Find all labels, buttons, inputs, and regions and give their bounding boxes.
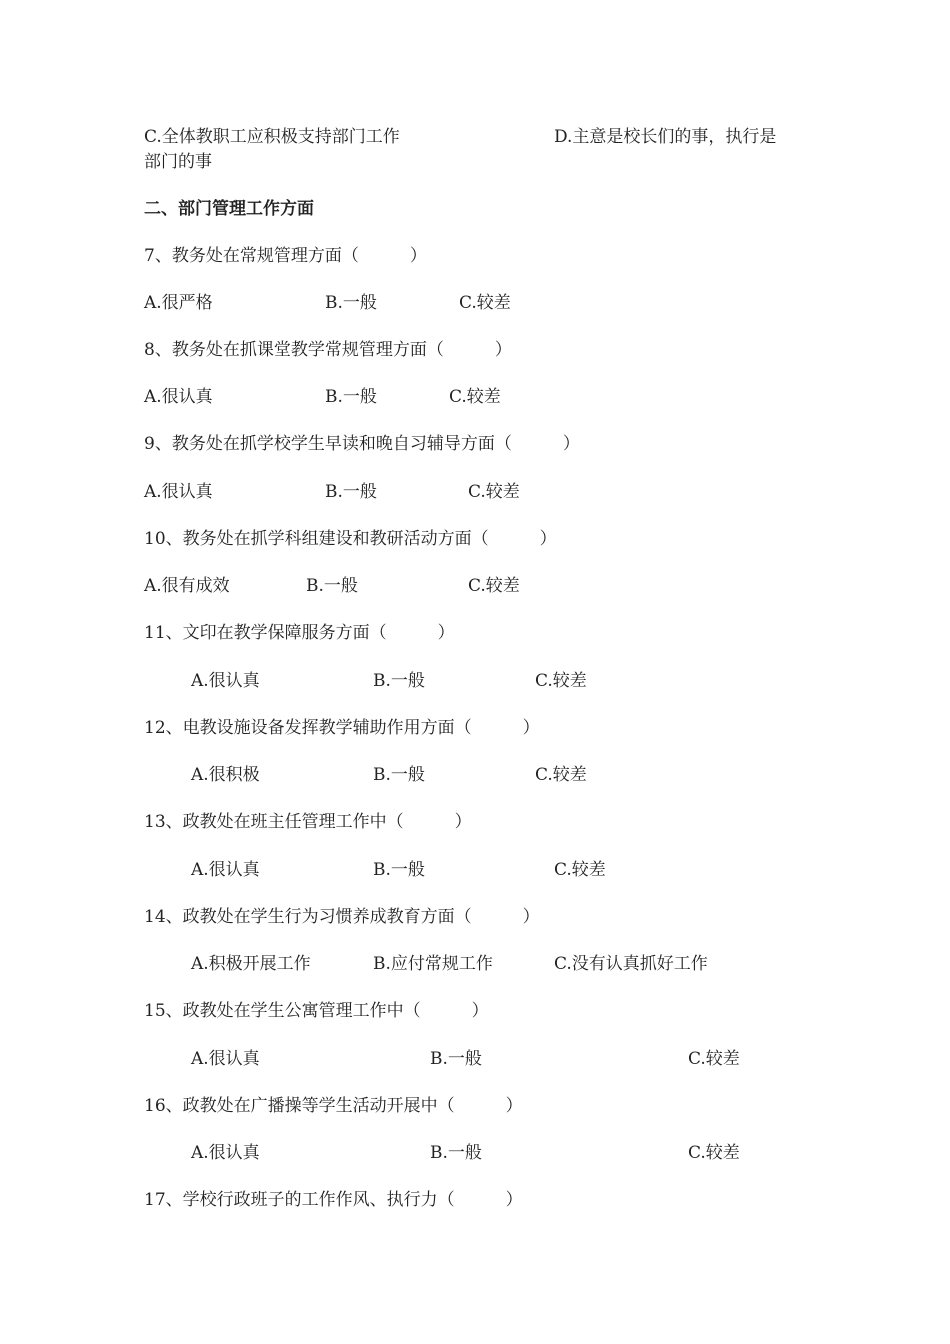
q7-option-a: A.很严格 (144, 293, 213, 313)
question-9: 9、教务处在抓学校学生早读和晚自习辅导方面（ ） (144, 434, 580, 454)
q8-option-c: C.较差 (449, 387, 501, 407)
question-8: 8、教务处在抓课堂教学常规管理方面（ ） (144, 340, 512, 360)
q14-option-a: A.积极开展工作 (191, 954, 311, 974)
question-12: 12、电教设施设备发挥教学辅助作用方面（ ） (144, 718, 540, 738)
question-14: 14、政教处在学生行为习惯养成教育方面（ ） (144, 907, 540, 927)
q12-option-c: C.较差 (535, 765, 587, 785)
carryover-option-d: D.主意是校长们的事，执行是 (554, 127, 777, 147)
question-13: 13、政教处在班主任管理工作中（ ） (144, 812, 472, 832)
q12-option-a: A.很积极 (191, 765, 260, 785)
q9-option-b: B.一般 (325, 482, 377, 502)
q11-option-b: B.一般 (373, 671, 425, 691)
question-10: 10、教务处在抓学科组建设和教研活动方面（ ） (144, 529, 557, 549)
question-16: 16、政教处在广播操等学生活动开展中（ ） (144, 1096, 523, 1116)
q11-option-a: A.很认真 (191, 671, 260, 691)
q10-option-c: C.较差 (468, 576, 520, 596)
q7-option-c: C.较差 (459, 293, 511, 313)
q13-option-a: A.很认真 (191, 860, 260, 880)
question-17: 17、学校行政班子的工作作风、执行力（ ） (144, 1190, 523, 1210)
section-title: 二、部门管理工作方面 (144, 199, 314, 219)
q10-option-a: A.很有成效 (144, 576, 230, 596)
q16-option-a: A.很认真 (191, 1143, 260, 1163)
q15-option-a: A.很认真 (191, 1049, 260, 1069)
q16-option-b: B.一般 (430, 1143, 482, 1163)
q10-option-b: B.一般 (306, 576, 358, 596)
q9-option-a: A.很认真 (144, 482, 213, 502)
q12-option-b: B.一般 (373, 765, 425, 785)
q11-option-c: C.较差 (535, 671, 587, 691)
q14-option-c: C.没有认真抓好工作 (554, 954, 708, 974)
q9-option-c: C.较差 (468, 482, 520, 502)
carryover-option-d-continued: 部门的事 (144, 152, 212, 172)
q16-option-c: C.较差 (688, 1143, 740, 1163)
question-11: 11、文印在教学保障服务方面（ ） (144, 623, 455, 643)
q13-option-c: C.较差 (554, 860, 606, 880)
carryover-option-c: C.全体教职工应积极支持部门工作 (144, 127, 400, 147)
q14-option-b: B.应付常规工作 (373, 954, 493, 974)
q8-option-b: B.一般 (325, 387, 377, 407)
q13-option-b: B.一般 (373, 860, 425, 880)
question-15: 15、政教处在学生公寓管理工作中（ ） (144, 1001, 489, 1021)
q15-option-c: C.较差 (688, 1049, 740, 1069)
question-7: 7、教务处在常规管理方面（ ） (144, 246, 427, 266)
q7-option-b: B.一般 (325, 293, 377, 313)
q8-option-a: A.很认真 (144, 387, 213, 407)
q15-option-b: B.一般 (430, 1049, 482, 1069)
